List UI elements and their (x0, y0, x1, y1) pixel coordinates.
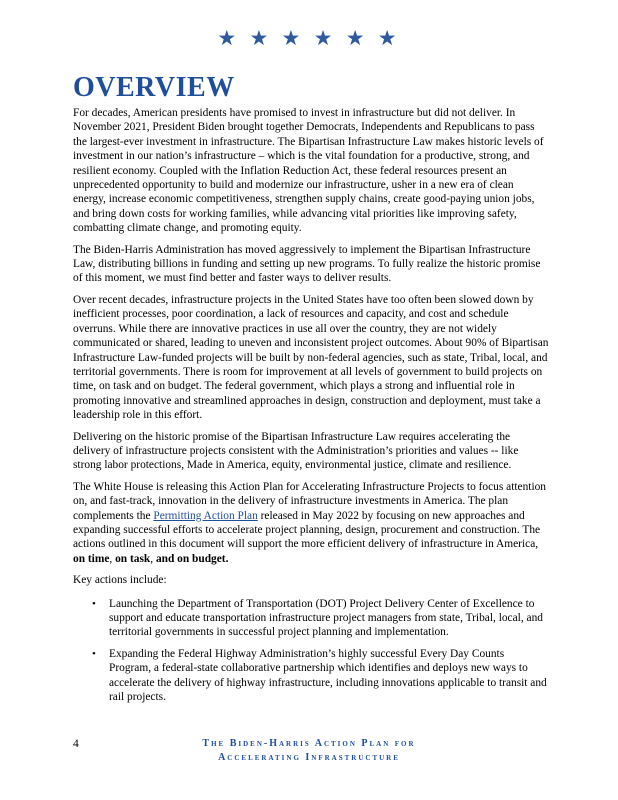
paragraph-challenges: Over recent decades, infrastructure projects in the United States have too often been slowed down by inefficient processes, poor coordination, a lack of resources and capacity, and cost and schedule overruns. While there are innovative practices in use all over the country, they are not widely communicated or shared, leading to uneven and inconsistent project outcomes. About 90% of Bipartisan Infrastructure Law-funded projects will be built by non-federal agencies, such as state, Tribal, local, and territorial governments. There is room for improvement at all levels of government to build projects on time, on task and on budget. The federal government, which plays a strong and influential role in promoting innovative and streamlined approaches in design, construction and deployment, must take a leadership role in this effort. (73, 293, 549, 422)
header-stars-icon: ★ ★ ★ ★ ★ ★ (217, 26, 401, 50)
separator-1: , (109, 552, 116, 565)
list-item (92, 597, 549, 640)
footer-title-line-1: The Biden-Harris Action Plan for (202, 738, 416, 749)
list-item (92, 647, 549, 705)
bullet-icon: • (92, 647, 96, 660)
paragraph-administration: The Biden-Harris Administration has moved aggressively to implement the Bipartisan Infrastructure Law, distributing billions in funding and setting up new programs. To fully realize the historic promise of this moment, we must find better and faster ways to deliver results. (73, 243, 541, 285)
footer-title-line-2: Accelerating Infrastructure (218, 752, 400, 763)
key-actions-list (73, 597, 549, 705)
bullet-icon: • (92, 597, 96, 610)
action-plan-text-a: The White House is releasing this Action Plan for Accelerating Infrastructure Projects to focus attention on, and fast-track, innovation in the delivery of infrastructure investments in America. The plan complements the (73, 480, 546, 522)
list-item-text: Expanding the Federal Highway Administration’s highly successful Every Day Counts Program, a federal-state collaborative partnership which identifies and deploys new ways to accelerate the delivery of highway infrastructure, including innovations applicable to transit and rail projects. (109, 647, 547, 704)
page-title: OVERVIEW (73, 72, 235, 103)
paragraph-key-actions: Key actions include: (73, 574, 167, 587)
paragraph-priorities: Delivering on the historic promise of the Bipartisan Infrastructure Law requires accelerating the delivery of infrastructure projects consistent with the Administration’s priorities and values -- like strong labor protections, Made in America, equity, environmental justice, climate and resilience. (73, 430, 519, 472)
paragraph-intro: For decades, American presidents have promised to invest in infrastructure but did not deliver. In November 2021, President Biden brought together Democrats, Independents and Republicans to pass the largest-ever investment in infrastructure. The Bipartisan Infrastructure Law makes historic levels of investment in our nation’s infrastructure – which is the vital foundation for a productive, strong, and resilient economy. Coupled with the Inflation Reduction Act, these federal resources present an unprecedented opportunity to build and modernize our infrastructure, usher in a new era of clean energy, increase economic competitiveness, strengthen supply chains, create good-paying union jobs, and bring down costs for working families, while advancing vital priorities like improving safety, combatting climate change, and promoting equity. (73, 107, 544, 235)
page-number: 4 (73, 738, 79, 750)
footer-title (0, 737, 618, 765)
emphasis-on-task: on task (115, 552, 151, 565)
action-plan-text-b: released in May 2022 by focusing on new approaches and expanding successful efforts to accelerate project planning, design, procurement and construction. The actions outlined in this document will support the more efficient delivery of infrastructure in America, (73, 509, 541, 551)
emphasis-on-budget: and on budget. (155, 552, 229, 565)
separator-2: , (150, 552, 156, 565)
document-body (73, 106, 549, 711)
permitting-action-plan-link[interactable]: Permitting Action Plan (153, 509, 258, 522)
emphasis-on-time: on time (73, 552, 110, 565)
paragraph-action-plan (73, 480, 549, 566)
list-item-text: Launching the Department of Transportation (DOT) Project Delivery Center of Excellence to support and educate transportation infrastructure project managers from state, Tribal, local, and territorial governments in successful project planning and implementation. (109, 597, 543, 639)
